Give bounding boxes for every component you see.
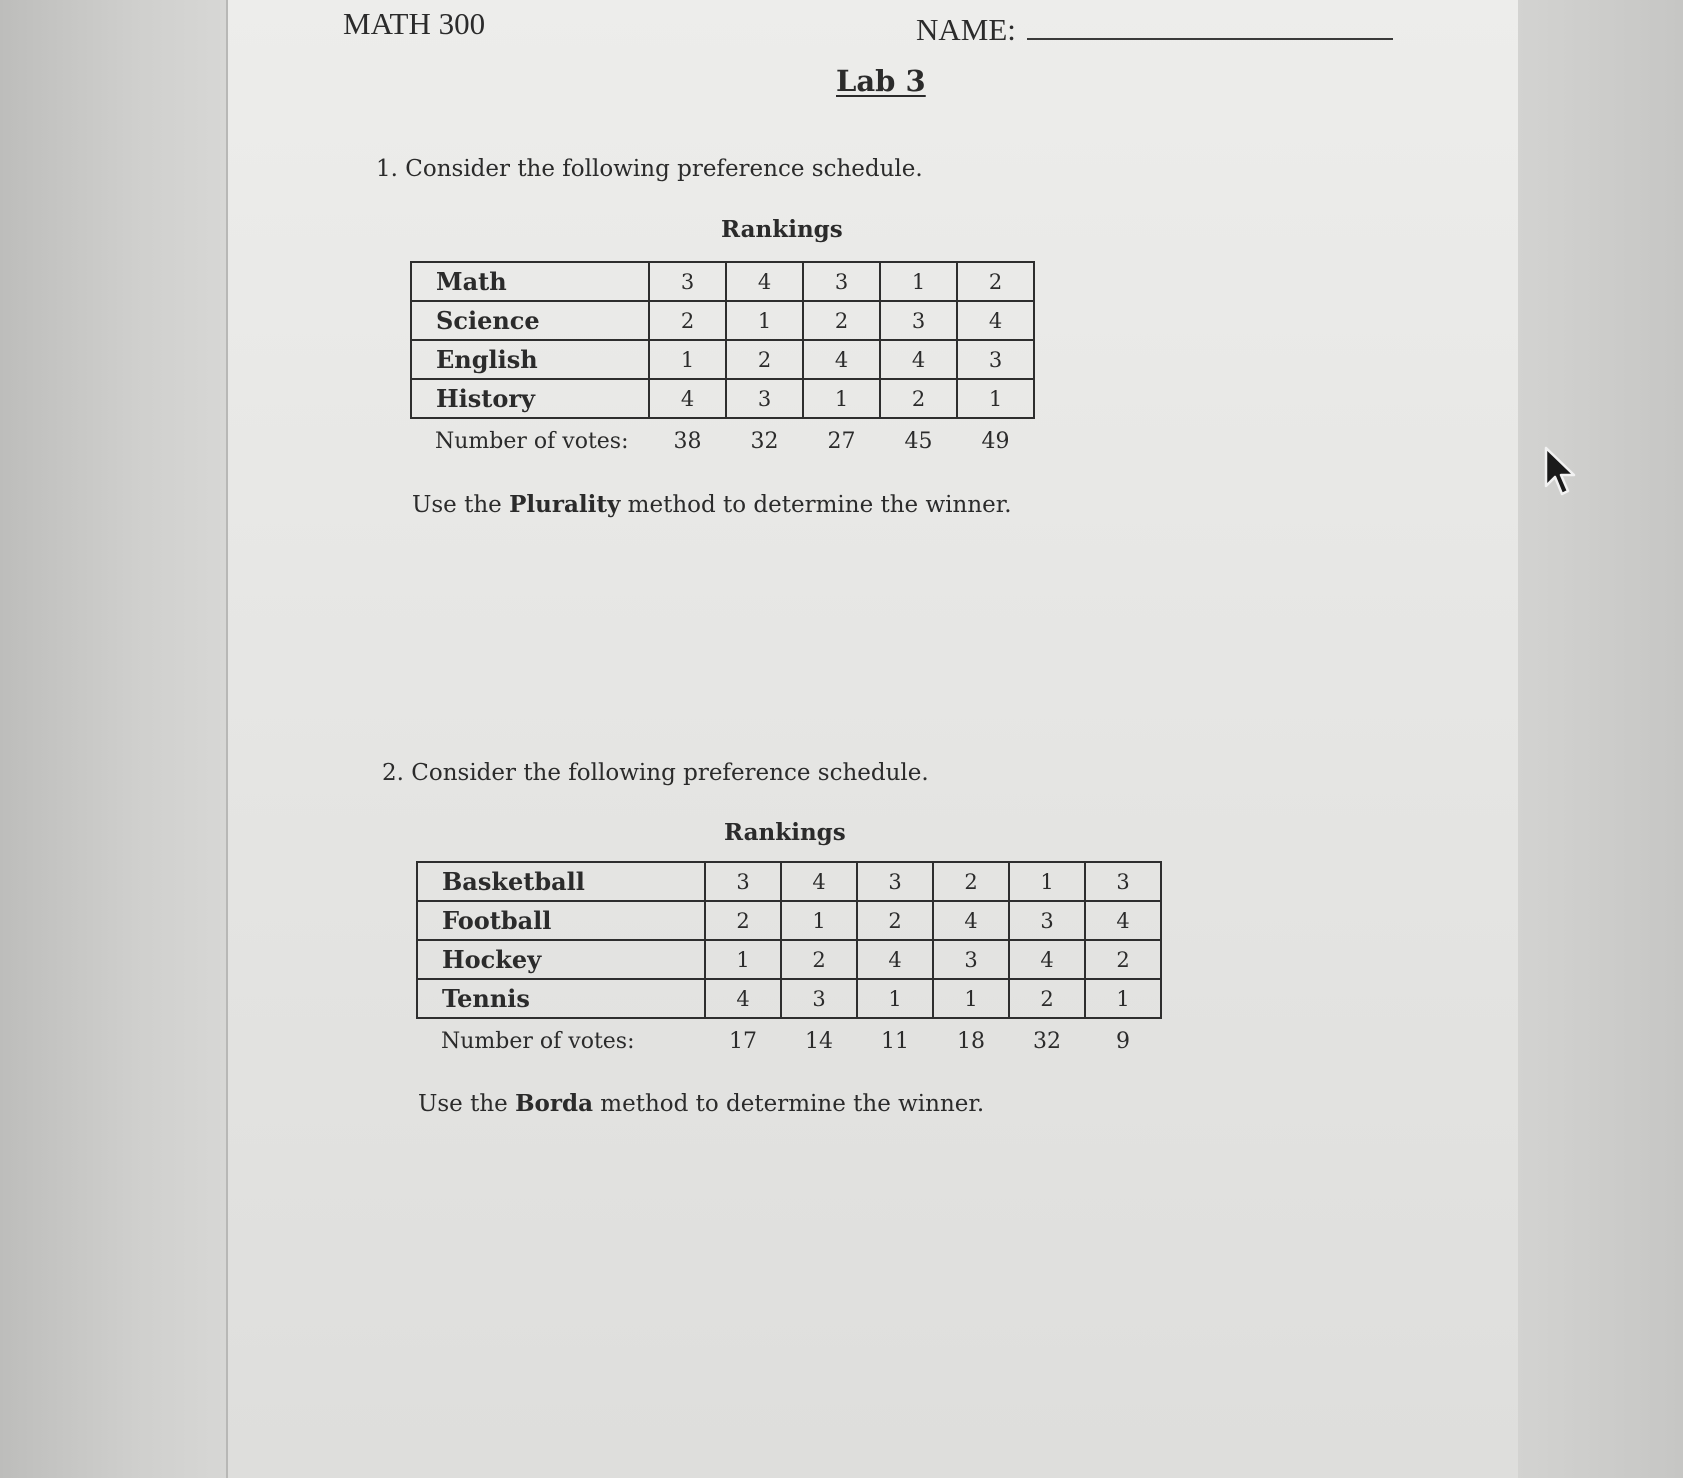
candidate-label: Science	[411, 301, 649, 340]
rank-cell: 2	[781, 940, 857, 979]
instruction-method: Plurality	[509, 491, 621, 518]
votes-cell: 14	[805, 1029, 833, 1054]
rank-cell: 3	[933, 940, 1009, 979]
candidate-label: Hockey	[417, 940, 705, 979]
votes-cell: 17	[729, 1029, 757, 1054]
candidate-label: Football	[417, 901, 705, 940]
question-2-table-caption: Rankings	[724, 819, 846, 846]
rank-cell: 3	[781, 979, 857, 1018]
rank-cell: 3	[957, 340, 1034, 379]
worksheet-page	[226, 0, 1520, 1478]
votes-cell: 27	[827, 429, 856, 454]
votes-cell: 18	[957, 1029, 985, 1054]
rank-cell: 4	[726, 262, 803, 301]
rank-cell: 1	[880, 262, 957, 301]
candidate-label: Tennis	[417, 979, 705, 1018]
table-row	[417, 979, 1161, 1018]
course-title: MATH 300	[343, 6, 486, 41]
rank-cell: 3	[705, 862, 781, 901]
table-row	[411, 301, 1034, 340]
instruction-prefix: Use the	[418, 1091, 516, 1117]
question-2-instruction	[418, 1090, 984, 1117]
rank-cell: 2	[857, 901, 933, 940]
rank-cell: 2	[803, 301, 880, 340]
rank-cell: 1	[803, 379, 880, 418]
rank-cell: 1	[857, 979, 933, 1018]
rank-cell: 2	[705, 901, 781, 940]
question-1-preference-table	[410, 261, 1035, 460]
rank-cell: 1	[1009, 862, 1085, 901]
rank-cell: 3	[1085, 862, 1161, 901]
rank-cell: 4	[1085, 901, 1161, 940]
rank-cell: 3	[1009, 901, 1085, 940]
votes-cell: 38	[673, 429, 702, 454]
rank-cell: 2	[1085, 940, 1161, 979]
rank-cell: 1	[649, 340, 726, 379]
name-label: NAME:	[916, 12, 1016, 47]
table-row	[417, 862, 1161, 901]
rank-cell: 3	[857, 862, 933, 901]
votes-label: Number of votes:	[441, 1029, 635, 1054]
instruction-method: Borda	[515, 1090, 593, 1117]
rank-cell: 3	[803, 262, 880, 301]
rank-cell: 4	[649, 379, 726, 418]
rank-cell: 1	[781, 901, 857, 940]
rank-cell: 4	[1009, 940, 1085, 979]
rank-cell: 4	[880, 340, 957, 379]
votes-cell: 11	[881, 1029, 909, 1054]
candidate-label: English	[411, 340, 649, 379]
candidate-label: Math	[411, 262, 649, 301]
question-1-prompt: 1. Consider the following preference schedule.	[376, 156, 923, 182]
votes-cell: 9	[1116, 1029, 1130, 1054]
votes-cell: 49	[981, 429, 1010, 454]
question-2-prompt: 2. Consider the following preference schedule.	[382, 760, 929, 786]
rank-cell: 3	[880, 301, 957, 340]
rank-cell: 1	[726, 301, 803, 340]
votes-label: Number of votes:	[435, 429, 629, 454]
candidate-label: Basketball	[417, 862, 705, 901]
rank-cell: 4	[803, 340, 880, 379]
table-row	[417, 901, 1161, 940]
rank-cell: 1	[957, 379, 1034, 418]
rank-cell: 2	[880, 379, 957, 418]
rank-cell: 4	[857, 940, 933, 979]
instruction-suffix: method to determine the winner.	[620, 492, 1012, 518]
candidate-label: History	[411, 379, 649, 418]
rank-cell: 3	[649, 262, 726, 301]
rank-cell: 2	[726, 340, 803, 379]
rank-cell: 4	[957, 301, 1034, 340]
rank-cell: 2	[957, 262, 1034, 301]
votes-cell: 32	[750, 429, 779, 454]
rank-cell: 2	[1009, 979, 1085, 1018]
name-blank-line	[1027, 38, 1393, 40]
table-row	[411, 340, 1034, 379]
rank-cell: 4	[933, 901, 1009, 940]
rank-cell: 4	[781, 862, 857, 901]
instruction-suffix: method to determine the winner.	[592, 1091, 985, 1117]
rank-cell: 2	[933, 862, 1009, 901]
question-2-preference-table	[416, 861, 1162, 1060]
votes-row	[411, 418, 1034, 460]
votes-cell: 32	[1033, 1029, 1061, 1054]
rank-cell: 1	[1085, 979, 1161, 1018]
rank-cell: 2	[649, 301, 726, 340]
rank-cell: 3	[726, 379, 803, 418]
instruction-prefix: Use the	[412, 492, 510, 518]
rank-cell: 1	[705, 940, 781, 979]
table-row	[411, 379, 1034, 418]
question-1-instruction	[412, 491, 1012, 518]
votes-cell: 45	[904, 429, 933, 454]
question-1-table-caption: Rankings	[721, 216, 843, 243]
rank-cell: 4	[705, 979, 781, 1018]
mouse-pointer-icon	[1544, 446, 1578, 498]
votes-row	[417, 1018, 1161, 1060]
screen-right-margin	[1518, 0, 1683, 1478]
lab-title: Lab 3	[836, 64, 926, 98]
rank-cell: 1	[933, 979, 1009, 1018]
table-row	[417, 940, 1161, 979]
table-row	[411, 262, 1034, 301]
